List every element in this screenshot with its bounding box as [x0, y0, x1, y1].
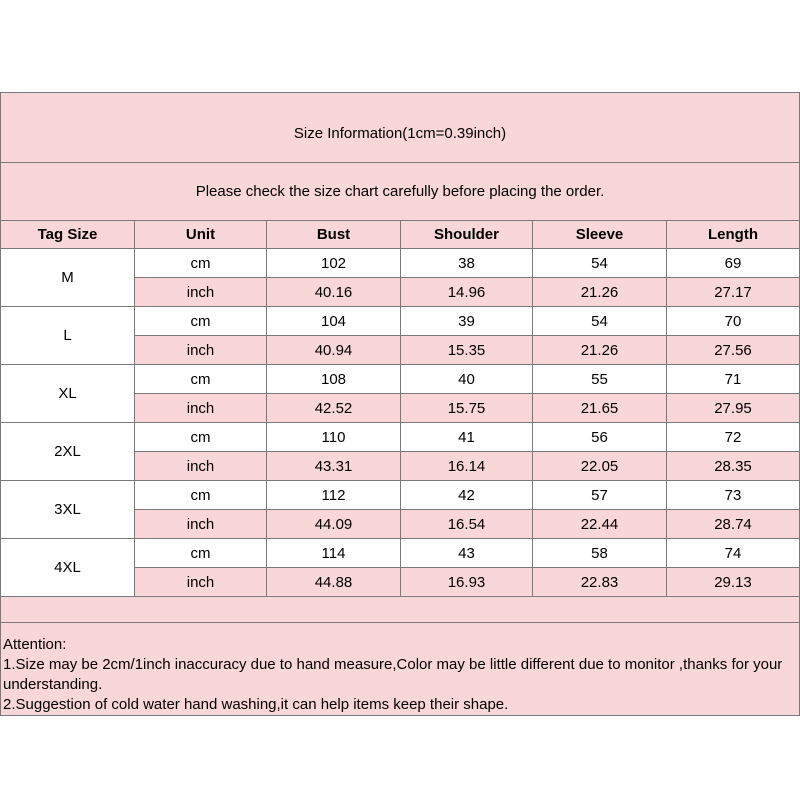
bust-cell: 40.16 [267, 278, 401, 307]
notes-spacer [1, 597, 800, 623]
col-header-bust: Bust [267, 221, 401, 249]
sleeve-cell: 21.26 [533, 336, 667, 365]
shoulder-cell: 15.75 [401, 394, 533, 423]
length-cell: 27.17 [667, 278, 800, 307]
length-cell: 29.13 [667, 568, 800, 597]
size-table [0, 92, 800, 716]
note-heading: Attention: [3, 636, 67, 653]
bust-cell: 102 [267, 249, 401, 278]
unit-cell: inch [135, 568, 267, 597]
chart-subtitle: Please check the size chart carefully before placing the order. [1, 163, 800, 221]
bust-cell: 104 [267, 307, 401, 336]
length-cell: 73 [667, 481, 800, 510]
notes-block [1, 623, 800, 716]
length-cell: 27.56 [667, 336, 800, 365]
sleeve-cell: 57 [533, 481, 667, 510]
sleeve-cell: 21.65 [533, 394, 667, 423]
tag-size-cell: L [1, 307, 135, 365]
col-header-tag-size: Tag Size [1, 221, 135, 249]
unit-cell: inch [135, 452, 267, 481]
unit-cell: inch [135, 336, 267, 365]
tag-size-cell: 4XL [1, 539, 135, 597]
sleeve-cell: 55 [533, 365, 667, 394]
unit-cell: inch [135, 394, 267, 423]
bust-cell: 40.94 [267, 336, 401, 365]
size-row [1, 539, 800, 568]
col-header-sleeve: Sleeve [533, 221, 667, 249]
unit-cell: cm [135, 307, 267, 336]
tag-size-cell: M [1, 249, 135, 307]
bust-cell: 44.88 [267, 568, 401, 597]
length-cell: 28.35 [667, 452, 800, 481]
length-cell: 69 [667, 249, 800, 278]
sleeve-cell: 56 [533, 423, 667, 452]
shoulder-cell: 42 [401, 481, 533, 510]
sleeve-cell: 54 [533, 249, 667, 278]
tag-size-cell: 2XL [1, 423, 135, 481]
unit-cell: cm [135, 249, 267, 278]
note-item-2: 2.Suggestion of cold water hand washing,it can help items keep their shape. [3, 696, 509, 713]
shoulder-cell: 38 [401, 249, 533, 278]
size-row [1, 423, 800, 452]
length-cell: 70 [667, 307, 800, 336]
shoulder-cell: 43 [401, 539, 533, 568]
unit-cell: cm [135, 423, 267, 452]
bust-cell: 44.09 [267, 510, 401, 539]
sleeve-cell: 22.44 [533, 510, 667, 539]
bust-cell: 42.52 [267, 394, 401, 423]
unit-cell: inch [135, 510, 267, 539]
bust-cell: 112 [267, 481, 401, 510]
shoulder-cell: 40 [401, 365, 533, 394]
bust-cell: 43.31 [267, 452, 401, 481]
chart-title: Size Information(1cm=0.39inch) [1, 93, 800, 163]
shoulder-cell: 16.54 [401, 510, 533, 539]
length-cell: 72 [667, 423, 800, 452]
length-cell: 27.95 [667, 394, 800, 423]
tag-size-cell: XL [1, 365, 135, 423]
col-header-shoulder: Shoulder [401, 221, 533, 249]
sleeve-cell: 22.05 [533, 452, 667, 481]
size-row [1, 365, 800, 394]
tag-size-cell: 3XL [1, 481, 135, 539]
col-header-unit: Unit [135, 221, 267, 249]
shoulder-cell: 15.35 [401, 336, 533, 365]
size-row [1, 481, 800, 510]
length-cell: 74 [667, 539, 800, 568]
sleeve-cell: 22.83 [533, 568, 667, 597]
shoulder-cell: 41 [401, 423, 533, 452]
bust-cell: 108 [267, 365, 401, 394]
sleeve-cell: 54 [533, 307, 667, 336]
col-header-length: Length [667, 221, 800, 249]
size-chart [0, 92, 799, 716]
length-cell: 28.74 [667, 510, 800, 539]
length-cell: 71 [667, 365, 800, 394]
unit-cell: cm [135, 481, 267, 510]
shoulder-cell: 16.14 [401, 452, 533, 481]
unit-cell: cm [135, 365, 267, 394]
unit-cell: cm [135, 539, 267, 568]
bust-cell: 114 [267, 539, 401, 568]
shoulder-cell: 39 [401, 307, 533, 336]
shoulder-cell: 14.96 [401, 278, 533, 307]
note-item-1: 1.Size may be 2cm/1inch inaccuracy due to hand measure,Color may be little different due to monitor ,thanks for your understanding. [3, 656, 783, 693]
size-row [1, 249, 800, 278]
unit-cell: inch [135, 278, 267, 307]
sleeve-cell: 58 [533, 539, 667, 568]
bust-cell: 110 [267, 423, 401, 452]
shoulder-cell: 16.93 [401, 568, 533, 597]
size-row [1, 307, 800, 336]
sleeve-cell: 21.26 [533, 278, 667, 307]
